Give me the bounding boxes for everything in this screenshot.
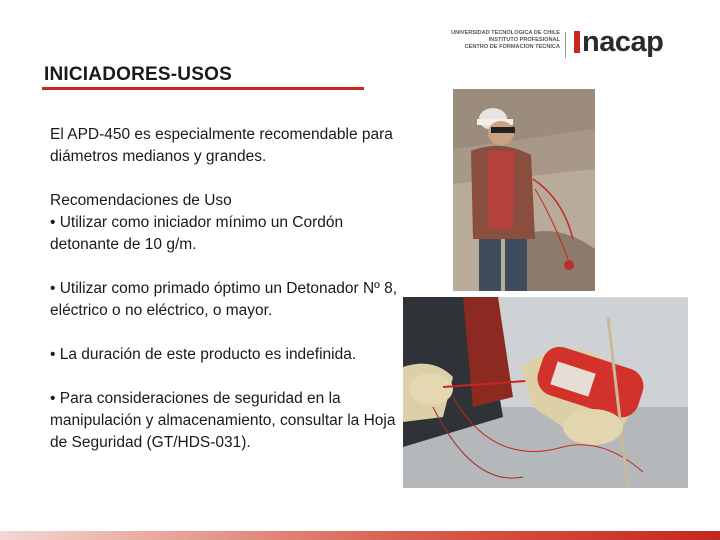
title-underline — [42, 87, 364, 90]
bullet-item: • La duración de este producto es indefinida. — [50, 346, 357, 363]
bullet-item: • Utilizar como iniciador mínimo un Cordón detonante de 10 g/m. — [50, 214, 344, 253]
recommendations-heading: Recomendaciones de Uso — [50, 192, 232, 209]
slide-body — [50, 124, 400, 476]
footer-bar — [0, 531, 720, 540]
intro-paragraph: El APD-450 es especialmente recomendable para diámetros medianos y grandes. — [50, 126, 393, 165]
inacap-logo — [440, 26, 685, 64]
bullet-item: • Utilizar como primado óptimo un Detonador Nº 8, eléctrico o no eléctrico, o mayor. — [50, 280, 398, 319]
logo-brand: nacap — [574, 26, 663, 59]
booster-photo — [403, 297, 688, 488]
booster-photo-image — [403, 297, 688, 488]
logo-divider — [565, 32, 566, 58]
logo-mark — [574, 31, 580, 53]
recommendations-block — [50, 190, 400, 256]
bullet-item: • Para consideraciones de seguridad en la manipulación y almacenamiento, consultar la Hoja de Seguridad (GT/HDS-031). — [50, 390, 396, 451]
logo-institution-text: UNIVERSIDAD TECNOLOGICA DE CHILE INSTITUTO PROFESIONAL CENTRO DE FORMACION TECNICA — [451, 30, 560, 50]
slide-title: INICIADORES-USOS — [44, 64, 232, 85]
worker-photo — [453, 89, 595, 291]
worker-photo-image — [453, 89, 595, 291]
